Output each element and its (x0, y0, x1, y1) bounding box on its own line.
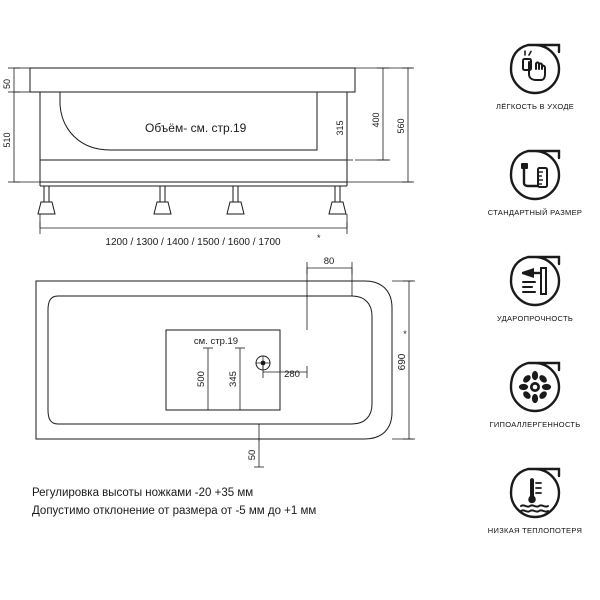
dim-315: 315 (335, 120, 345, 136)
dim-50-bottom: 50 (247, 449, 258, 461)
feature-item-low-heat-loss (470, 466, 600, 535)
dim-345: 345 (228, 371, 239, 387)
width-label-star: * (317, 233, 321, 243)
dim-500: 500 (196, 371, 207, 387)
tape-measure-icon (508, 148, 562, 202)
feature-item-standard-size (470, 148, 600, 217)
dim-400: 400 (371, 112, 381, 128)
side-view-outline (30, 68, 355, 160)
hand-wipe-icon (508, 42, 562, 96)
dim-690: 690 (397, 353, 408, 371)
width-label: 1200 / 1300 / 1400 / 1500 / 1600 / 1700 (105, 237, 281, 248)
feature-caption: ЛЁГКОСТЬ В УХОДЕ (495, 102, 575, 111)
feature-caption: ГИПОАЛЛЕРГЕННОСТЬ (489, 420, 581, 429)
feature-caption: НИЗКАЯ ТЕПЛОПОТЕРЯ (487, 526, 583, 535)
note-line-2: Допустимо отклонение от размера от -5 мм до +1 мм (32, 505, 317, 517)
volume-note: Объём- см. стр.19 (145, 121, 247, 135)
feature-caption: СТАНДАРТНЫЙ РАЗМЕР (487, 208, 583, 217)
note-line-1: Регулировка высоты ножками -20 +35 мм (32, 487, 254, 499)
dim-690-star: * (403, 329, 407, 339)
dim-280: 280 (284, 369, 300, 380)
feature-list (470, 0, 600, 600)
feature-item-hypoallergenic (470, 360, 600, 429)
feature-caption: УДАРОПРОЧНОСТЬ (496, 314, 574, 323)
side-view-frame (38, 160, 347, 214)
dim-510-left: 510 (2, 132, 12, 148)
hammer-impact-icon (508, 254, 562, 308)
drain-note: см. стр.19 (193, 336, 239, 347)
dim-50-top: 50 (2, 78, 12, 90)
thermometer-water-icon (508, 466, 562, 520)
feature-item-easy-care (470, 42, 600, 111)
dim-80: 80 (323, 256, 335, 267)
feature-item-impact-resistance (470, 254, 600, 323)
flower-allergy-icon (508, 360, 562, 414)
dim-560: 560 (396, 118, 406, 134)
width-dimension (40, 214, 347, 234)
